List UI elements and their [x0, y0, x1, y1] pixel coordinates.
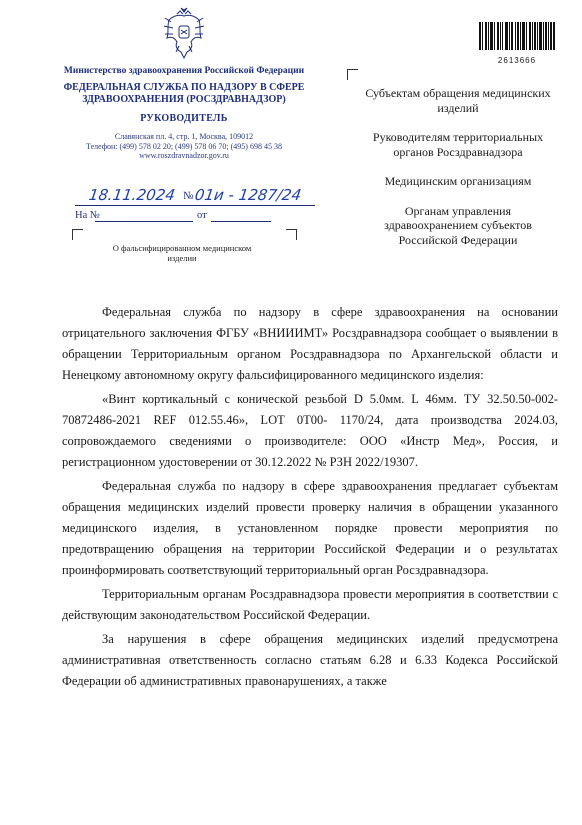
registration-no-label: № [183, 190, 194, 202]
body-paragraph: «Винт кортикальный с конической резьбой D 5.0мм. L 46мм. ТУ 32.50.50-002-70872486-2021 REF 012.55.46», LOT 0T00- 1170/24, дата производства 2024.03, сопровождаемого сведениями о производителе: ООО «Инстр Мед», Россия, и регистрационном удостоверении от 30.12.2022 № РЗН 2022/19307. [62, 392, 558, 469]
body-paragraph: За нарушения в сфере обращения медицинских изделий предусмотрена административная ответственность согласно статьям 6.28 и 6.33 Кодекса Российской Федерации об административных правонарушениях, а также [62, 632, 558, 688]
addressee-item: Медицинским организациям [384, 174, 532, 188]
ministry-name: Министерство здравоохранения Российской Федерации [63, 66, 305, 76]
reference-date-underline [211, 221, 271, 222]
addressee-item: Руководителям территориальных органов Росздравнадзора [372, 130, 544, 159]
reference-no-label: На № [75, 210, 100, 221]
address-line: Славянская пл. 4, стр. 1, Москва, 109012 [114, 132, 254, 141]
reference-line [75, 210, 275, 224]
coat-of-arms-emblem-icon [161, 6, 207, 62]
body-paragraph: Федеральная служба по надзору в сфере здравоохранения на основании отрицательного заключения ФГБУ «ВНИИИМТ» Росздравнадзора сообщает о выявлении в обращении Территориальным органом Росздравнадзора по Архангельской области и Ненецкому автономному округу фальсифицированного медицинского изделия: [62, 305, 558, 382]
registration-number: 01и - 1287/24 [193, 186, 303, 204]
letter-body [62, 302, 558, 692]
reference-no-underline [95, 221, 193, 222]
barcode-number: 2613666 [497, 56, 537, 65]
body-paragraph: Территориальным органам Росздравнадзора провести мероприятия в соответствии с действующим законодательством Российской Федерации. [62, 587, 558, 622]
phone-line: Телефон: (499) 578 02 20; (499) 578 06 70; (495) 698 45 38 [86, 141, 282, 151]
head-title: РУКОВОДИТЕЛЬ [140, 113, 228, 124]
subject-corner-top-right [286, 229, 297, 240]
letterhead [62, 66, 306, 161]
registration-date: 18.11.2024 [87, 186, 177, 204]
registration-line [75, 186, 325, 208]
website-line: www.roszdravnadzor.gov.ru [139, 151, 229, 160]
addressee-item: Органам управления здравоохранением субъектов Российской Федерации [384, 203, 532, 247]
body-paragraph: Федеральная служба по надзору в сфере здравоохранения предлагает субъектам обращения медицинских изделий провести проверку наличия в обращении указанного медицинского изделия, в установленном порядке провести мероприятия по предотвращению обращения на территории Российской Федерации и о результатах проинформировать соответствующий территориальный орган Росздравнадзора. [62, 479, 558, 577]
addressee-corner-top-left [347, 69, 358, 80]
barcode-bars-icon [479, 22, 555, 50]
reference-date-label: от [197, 210, 207, 221]
addressee-block [358, 86, 558, 262]
barcode [479, 22, 555, 65]
registration-underline [75, 205, 315, 206]
addressee-item: Субъектам обращения медицинских изделий [365, 86, 551, 115]
subject-corner-top-left [72, 229, 83, 240]
address-block [62, 132, 306, 161]
service-name: ФЕДЕРАЛЬНАЯ СЛУЖБА ПО НАДЗОРУ В СФЕРЕ ЗДРАВООХРАНЕНИЯ (РОСЗДРАВНАДЗОР) [63, 82, 305, 105]
letter-subject: О фальсифицированном медицинском изделии [112, 243, 252, 263]
